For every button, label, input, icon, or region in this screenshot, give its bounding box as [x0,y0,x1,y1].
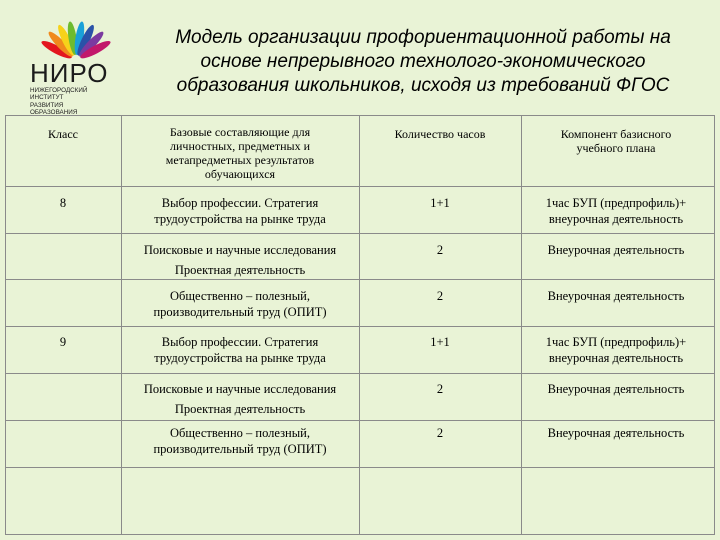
rainbow-fan-icon [40,14,112,60]
row-1-class: 8 [59,196,67,210]
logo-name: НИРО [30,58,109,88]
row-1-component: Выбор профессии. Стратегия трудоустройства на рынке труда [154,196,326,226]
row-3-hours: 2 [436,289,444,303]
row-4-hours: 1+1 [430,335,450,349]
row-4-curriculum: 1час БУП (предпрофиль)+ внеурочная деятельность [545,335,687,365]
header-class: Класс [48,127,78,141]
row-2-curriculum: Внеурочная деятельность [547,243,685,257]
row-6-component: Общественно – полезный, производительный труд (ОПИТ) [153,426,327,456]
row-6-hours: 2 [436,426,444,440]
header-components: Базовые составляющие для личностных, предметных и метапредметных результатов обучающихся [165,125,315,181]
row-5-hours: 2 [436,382,444,396]
row-4-class: 9 [59,335,67,349]
page-title: Модель организации профориентационной работы на основе непрерывного технолого-экономического образования школьников, исходя из требований ФГОС [175,27,671,96]
header-curriculum: Компонент базисного учебного плана [560,127,672,155]
row-1-hours: 1+1 [430,196,450,210]
row-2-component: Поисковые и научные исследования Проектная деятельность [143,243,337,277]
row-4-component: Выбор профессии. Стратегия трудоустройства на рынке труда [154,335,326,365]
logo-subtitle: НИЖЕГОРОДСКИЙ ИНСТИТУТ РАЗВИТИЯ ОБРАЗОВАНИЯ [30,87,88,117]
row-3-component: Общественно – полезный, производительный труд (ОПИТ) [153,289,327,319]
row-5-curriculum: Внеурочная деятельность [547,382,685,396]
model-table [5,115,715,535]
row-6-curriculum: Внеурочная деятельность [547,426,685,440]
row-1-curriculum: 1час БУП (предпрофиль)+ внеурочная деятельность [545,196,687,226]
row-2-hours: 2 [436,243,444,257]
niro-logo [22,14,132,120]
header-hours: Количество часов [394,127,486,141]
row-5-component: Поисковые и научные исследования Проектная деятельность [143,382,337,416]
row-3-curriculum: Внеурочная деятельность [547,289,685,303]
